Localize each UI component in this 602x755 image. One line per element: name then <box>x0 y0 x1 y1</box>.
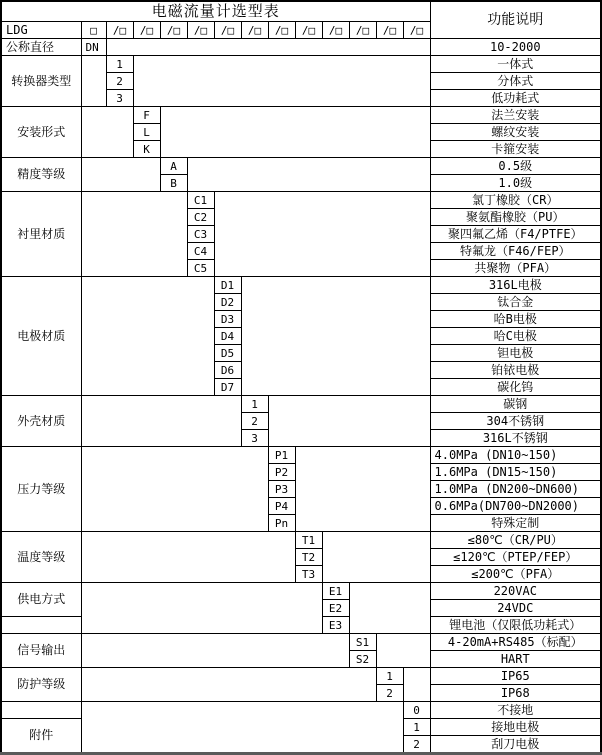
filler-cell <box>106 39 430 56</box>
table-row <box>1 192 601 209</box>
desc-cell: 哈B电极 <box>430 311 601 328</box>
filler-cell <box>81 702 403 754</box>
desc-cell: 钽电极 <box>430 345 601 362</box>
section-label-installation: 安装形式 <box>1 107 81 158</box>
code-cell: T3 <box>295 566 322 583</box>
desc-cell: 0.5级 <box>430 158 601 175</box>
desc-cell: 螺纹安装 <box>430 124 601 141</box>
code-cell: C1 <box>187 192 214 209</box>
table-row <box>1 583 601 600</box>
desc-cell: ≤80℃（CR/PU） <box>430 532 601 549</box>
code-cell: 1 <box>106 56 133 73</box>
desc-cell: IP68 <box>430 685 601 702</box>
section-label-converter-type: 转换器类型 <box>1 56 81 107</box>
code-cell: 2 <box>106 73 133 90</box>
desc-cell: 0.6MPa(DN700~DN2000) <box>430 498 601 515</box>
code-cell: C2 <box>187 209 214 226</box>
desc-cell: 一体式 <box>430 56 601 73</box>
filler-cell <box>81 192 187 277</box>
filler-cell <box>81 583 322 634</box>
code-cell: C3 <box>187 226 214 243</box>
desc-cell: 304不锈钢 <box>430 413 601 430</box>
desc-cell: 特氟龙（F46/FEP） <box>430 243 601 260</box>
desc-cell: 1.0级 <box>430 175 601 192</box>
desc-cell: 24VDC <box>430 600 601 617</box>
code-cell: 2 <box>376 685 403 702</box>
section-label-accuracy: 精度等级 <box>1 158 81 192</box>
table-row <box>1 107 601 124</box>
code-cell: A <box>160 158 187 175</box>
model-box-cell: □ <box>81 22 106 39</box>
function-description-header: 功能说明 <box>430 1 601 39</box>
code-cell: L <box>133 124 160 141</box>
filler-cell <box>241 277 430 396</box>
model-slot-cell: /□ <box>214 22 241 39</box>
desc-cell: ≤200℃（PFA） <box>430 566 601 583</box>
model-slot-cell: /□ <box>322 22 349 39</box>
filler-cell <box>403 668 430 702</box>
filler-cell <box>187 158 430 192</box>
table-row <box>1 396 601 413</box>
code-cell: E2 <box>322 600 349 617</box>
desc-cell: 哈C电极 <box>430 328 601 345</box>
code-cell: D5 <box>214 345 241 362</box>
code-cell: 0 <box>403 702 430 719</box>
filler-cell <box>268 396 430 447</box>
desc-cell: 1.6MPa (DN15~150) <box>430 464 601 481</box>
code-cell: D7 <box>214 379 241 396</box>
filler-cell <box>349 583 430 634</box>
desc-cell: 钛合金 <box>430 294 601 311</box>
filler-cell <box>81 668 376 702</box>
desc-cell: 316L不锈钢 <box>430 430 601 447</box>
code-cell: B <box>160 175 187 192</box>
code-cell: D3 <box>214 311 241 328</box>
code-cell: 1 <box>376 668 403 685</box>
table-row <box>1 634 601 651</box>
label-spacer-cell <box>1 617 81 634</box>
section-label-protection: 防护等级 <box>1 668 81 702</box>
section-label-temperature: 温度等级 <box>1 532 81 583</box>
desc-cell: 共聚物（PFA） <box>430 260 601 277</box>
table-row <box>1 532 601 549</box>
code-cell: 1 <box>241 396 268 413</box>
desc-cell: 220VAC <box>430 583 601 600</box>
code-cell: P3 <box>268 481 295 498</box>
code-cell: E3 <box>322 617 349 634</box>
code-cell: S1 <box>349 634 376 651</box>
filler-cell <box>81 396 241 447</box>
desc-cell: 低功耗式 <box>430 90 601 107</box>
desc-cell: ≤120℃（PTEP/FEP） <box>430 549 601 566</box>
filler-cell <box>81 532 295 583</box>
model-prefix-cell: LDG <box>1 22 81 39</box>
desc-cell: HART <box>430 651 601 668</box>
filler-cell <box>81 277 214 396</box>
desc-cell: 碳化钨 <box>430 379 601 396</box>
code-cell: P1 <box>268 447 295 464</box>
code-cell: K <box>133 141 160 158</box>
code-cell: 3 <box>241 430 268 447</box>
code-cell: D1 <box>214 277 241 294</box>
label-spacer-cell <box>1 702 81 719</box>
code-cell: Pn <box>268 515 295 532</box>
desc-cell: 分体式 <box>430 73 601 90</box>
desc-cell: 聚氨酯橡胶（PU） <box>430 209 601 226</box>
filler-cell <box>214 192 430 277</box>
code-cell: 2 <box>241 413 268 430</box>
desc-cell: 4-20mA+RS485（标配） <box>430 634 601 651</box>
table-row <box>1 56 601 73</box>
desc-cell: 氯丁橡胶（CR） <box>430 192 601 209</box>
filler-cell <box>81 447 268 532</box>
table-row <box>1 39 601 56</box>
table-row <box>1 702 601 719</box>
code-cell: D2 <box>214 294 241 311</box>
desc-cell: 碳钢 <box>430 396 601 413</box>
table-title: 电磁流量计选型表 <box>1 1 430 22</box>
desc-cell: 4.0MPa (DN10~150) <box>430 447 601 464</box>
filler-cell <box>81 158 160 192</box>
table-row <box>1 277 601 294</box>
filler-cell <box>81 634 349 668</box>
desc-cell: 接地电极 <box>430 719 601 736</box>
desc-cell: IP65 <box>430 668 601 685</box>
code-cell: T2 <box>295 549 322 566</box>
desc-cell: 不接地 <box>430 702 601 719</box>
desc-cell: 316L电极 <box>430 277 601 294</box>
code-cell: 2 <box>403 736 430 754</box>
filler-cell <box>376 634 430 668</box>
model-slot-cell: /□ <box>295 22 322 39</box>
model-slot-cell: /□ <box>403 22 430 39</box>
desc-cell: 10-2000 <box>430 39 601 56</box>
filler-cell <box>81 107 133 158</box>
filler-cell <box>160 107 430 158</box>
code-cell: D4 <box>214 328 241 345</box>
model-slot-cell: /□ <box>349 22 376 39</box>
desc-cell: 法兰安装 <box>430 107 601 124</box>
model-slot-cell: /□ <box>241 22 268 39</box>
desc-cell: 聚四氟乙烯（F4/PTFE） <box>430 226 601 243</box>
filler-cell <box>133 56 430 107</box>
model-slot-cell: /□ <box>268 22 295 39</box>
section-label-electrode: 电极材质 <box>1 277 81 396</box>
code-cell: F <box>133 107 160 124</box>
model-slot-cell: /□ <box>187 22 214 39</box>
table-row <box>1 447 601 464</box>
code-cell: C5 <box>187 260 214 277</box>
code-cell: C4 <box>187 243 214 260</box>
desc-cell: 特殊定制 <box>430 515 601 532</box>
code-cell: 1 <box>403 719 430 736</box>
code-cell: D6 <box>214 362 241 379</box>
desc-cell: 卡箍安装 <box>430 141 601 158</box>
table-row <box>1 158 601 175</box>
section-label-power-supply: 供电方式 <box>1 583 81 617</box>
filler-cell <box>81 56 106 107</box>
code-cell: E1 <box>322 583 349 600</box>
section-label-signal-output: 信号输出 <box>1 634 81 668</box>
filler-cell <box>322 532 430 583</box>
filler-cell <box>295 447 430 532</box>
desc-cell: 1.0MPa (DN200~DN600) <box>430 481 601 498</box>
section-label-housing: 外壳材质 <box>1 396 81 447</box>
code-cell: 3 <box>106 90 133 107</box>
model-slot-cell: /□ <box>160 22 187 39</box>
desc-cell: 锂电池（仅限低功耗式） <box>430 617 601 634</box>
table-row <box>1 1 601 22</box>
code-cell: P4 <box>268 498 295 515</box>
model-slot-cell: /□ <box>376 22 403 39</box>
section-label-lining: 衬里材质 <box>1 192 81 277</box>
code-cell: P2 <box>268 464 295 481</box>
code-cell: S2 <box>349 651 376 668</box>
section-label-diameter: 公称直径 <box>1 39 81 56</box>
desc-cell: 刮刀电极 <box>430 736 601 754</box>
model-slot-cell: /□ <box>106 22 133 39</box>
section-label-pressure: 压力等级 <box>1 447 81 532</box>
code-cell: T1 <box>295 532 322 549</box>
code-cell: DN <box>81 39 106 56</box>
desc-cell: 铂铱电极 <box>430 362 601 379</box>
model-slot-cell: /□ <box>133 22 160 39</box>
table-row <box>1 668 601 685</box>
section-label-accessories: 附件 <box>1 719 81 754</box>
